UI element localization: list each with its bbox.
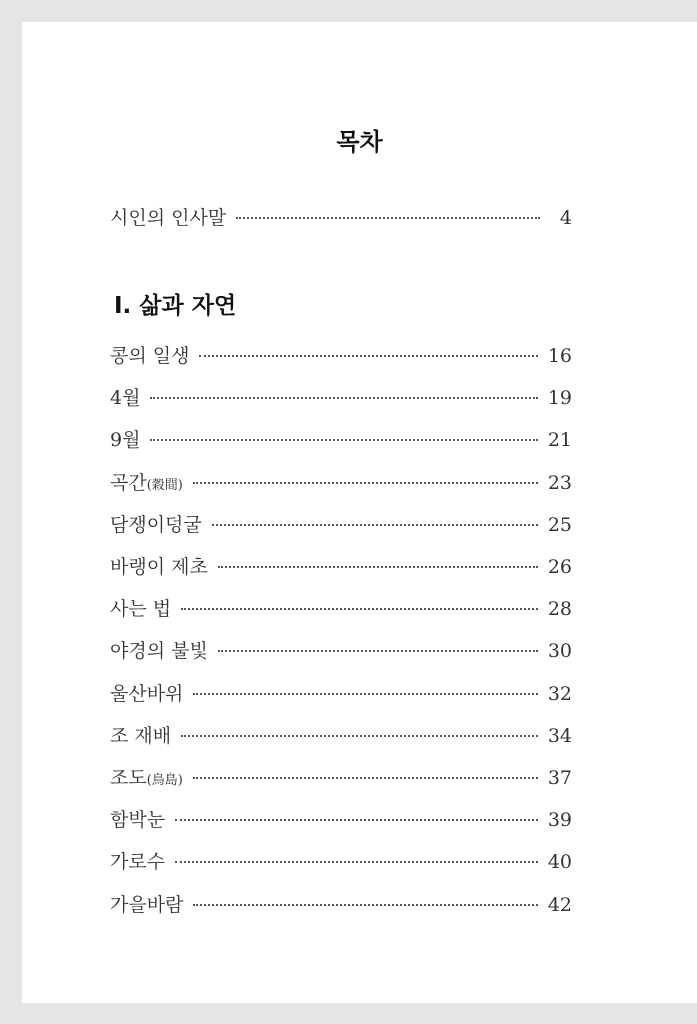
toc-entry-title: 조 재배: [110, 724, 172, 747]
toc-entry-label: [110, 468, 183, 495]
section-heading: Ⅰ. 삶과 자연: [114, 293, 237, 319]
page-title: 목차: [336, 128, 383, 156]
dot-leader: [193, 482, 538, 484]
toc-entry-page: 19: [547, 387, 572, 410]
dot-leader: [193, 693, 537, 695]
toc-entry[interactable]: [110, 341, 572, 368]
toc-entry-label: [110, 721, 171, 748]
dot-leader: [150, 439, 537, 441]
toc-entry-title: 가로수: [110, 851, 166, 874]
toc-entry-page: 40: [547, 851, 572, 874]
toc-entry-title: 4월: [110, 387, 141, 410]
toc-entry-page: 37: [547, 767, 572, 789]
toc-entry-page: 21: [547, 429, 572, 452]
toc-entry-label: [110, 679, 183, 706]
toc-entry-label: [110, 552, 208, 579]
toc-entry[interactable]: [110, 763, 572, 790]
toc-entry-title: 야경의 불빛: [110, 640, 208, 663]
toc-entry[interactable]: [110, 510, 572, 537]
toc-entry[interactable]: [110, 805, 572, 832]
dot-leader: [193, 777, 538, 779]
toc-entry-page: 28: [547, 598, 572, 621]
toc-entry[interactable]: [110, 425, 572, 452]
toc-entry-page: 4: [559, 207, 572, 229]
toc-entry-label: [110, 763, 183, 790]
toc-entry-label: [110, 847, 165, 874]
toc-entry-label: [110, 425, 140, 452]
toc-entry[interactable]: [110, 594, 572, 621]
toc-entry-page: 25: [547, 513, 572, 536]
toc-entry[interactable]: [110, 679, 572, 706]
toc-entry-label: [110, 341, 189, 368]
dot-leader: [236, 217, 540, 219]
toc-entry-page: 23: [547, 471, 572, 494]
toc-entry-page: 26: [547, 556, 572, 578]
toc-entry[interactable]: [110, 636, 572, 663]
dot-leader: [181, 735, 538, 737]
toc-entry-page: 16: [547, 345, 572, 367]
toc-entry-title: 함박눈: [110, 809, 166, 832]
toc-entry-label: [110, 594, 171, 621]
document-page: [22, 22, 697, 1003]
dot-leader: [150, 397, 537, 399]
toc-entry-page: 34: [547, 724, 572, 747]
toc-entry-title: 조도: [110, 767, 147, 789]
toc-entry-label: 시인의 인사말: [110, 207, 227, 229]
dot-leader: [175, 861, 538, 863]
toc-entry-label: [110, 510, 202, 537]
toc-entry-title: 곡간: [110, 471, 147, 494]
toc-entry-title: 울산바위: [110, 682, 184, 705]
toc-entry-label: [110, 805, 165, 832]
dot-leader: [218, 650, 538, 652]
toc-entry-title: 가을바람: [110, 893, 184, 916]
toc-entry-title: 바랭이 제초: [110, 556, 208, 578]
toc-entry[interactable]: [110, 847, 572, 874]
dot-leader: [199, 355, 537, 357]
toc-entry-title: 9월: [110, 429, 141, 452]
toc-entry[interactable]: [110, 552, 572, 579]
toc-entry-page: 42: [547, 893, 572, 916]
dot-leader: [193, 904, 537, 906]
toc-entry-label: [110, 636, 208, 663]
dot-leader: [212, 524, 538, 526]
toc-entry[interactable]: [110, 468, 572, 495]
toc-entry[interactable]: [110, 383, 572, 410]
toc-entry[interactable]: [110, 890, 572, 917]
toc-entry-label: [110, 383, 140, 410]
toc-entry-title: 콩의 일생: [110, 345, 190, 367]
toc-entry-hanja: (鳥島): [146, 773, 183, 788]
toc-entry-page: 30: [547, 640, 572, 663]
toc-entry-page: 39: [547, 809, 572, 832]
toc-entry-title: 사는 법: [110, 598, 172, 621]
toc-entry-label: [110, 890, 183, 917]
toc-entry-title: 담쟁이덩굴: [110, 513, 202, 536]
toc-entry-hanja: (穀間): [146, 477, 183, 493]
toc-entry-preface[interactable]: [110, 203, 572, 230]
dot-leader: [218, 566, 538, 568]
dot-leader: [175, 819, 538, 821]
dot-leader: [181, 608, 538, 610]
toc-entry[interactable]: [110, 721, 572, 748]
toc-entry-page: 32: [547, 682, 572, 705]
